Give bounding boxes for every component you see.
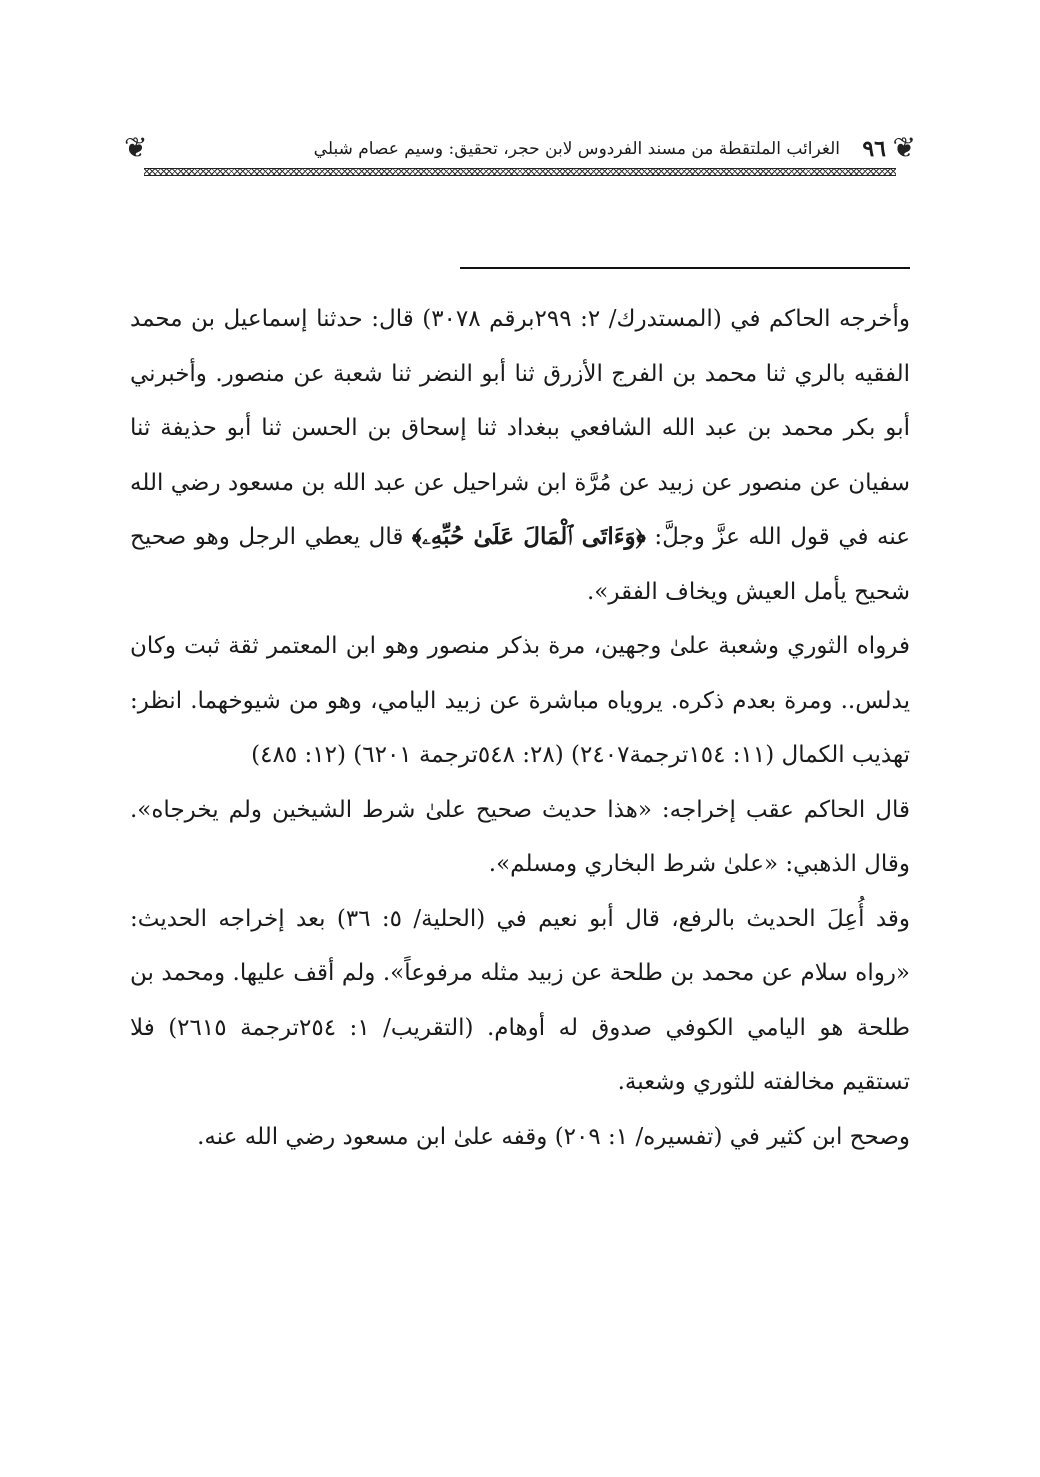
footnote-paragraph: قال الحاكم عقب إخراجه: «هذا حديث صحيح علىٰ شرط الشيخين ولم يخرجاه». وقال الذهبي: «علىٰ شرط البخاري ومسلم». (130, 796, 910, 877)
footnote-body (130, 292, 910, 1164)
page-number: ٩٦ (862, 136, 886, 162)
footnote-paragraph: وأخرجه الحاكم في (المستدرك/ ٢: ٢٩٩برقم ٣٠٧٨) قال: حدثنا إسماعيل بن محمد الفقيه بالري ثنا محمد بن الفرج الأزرق ثنا أبو النضر ثنا شعبة عن منصور. وأخبرني أبو بكر محمد بن عبد الله الشافعي ببغداد ثنا إسحاق بن الحسن ثنا أبو حذيفة ثنا سفيان عن منصور عن زبيد عن مُرَّة ابن شراحيل عن عبد الله بن مسعود رضي الله عنه في قول الله عزَّ وجلَّ: ﴿وَءَاتَى ٱلْمَالَ عَلَىٰ حُبِّهِۦ﴾ قال يعطي الرجل وهو صحيح شحيح يأمل العيش ويخاف الفقر». (130, 306, 911, 605)
footnote-separator (460, 267, 910, 269)
footnote-paragraph: فرواه الثوري وشعبة علىٰ وجهين، مرة بذكر منصور وهو ابن المعتمر ثقة ثبت وكان يدلس.. ومرة بعدم ذكره. يروياه مباشرة عن زبيد اليامي، وهو من شيوخهما. انظر: تهذيب الكمال (١١: ١٥٤ترجمة٢٤٠٧) (٢٨: ٥٤٨ترجمة ٦٢٠١) (١٢: ٤٨٥) (130, 633, 910, 768)
running-title: الغرائب الملتقطة من مسند الفردوس لابن حجر، تحقيق: وسيم عصام شبلي (313, 139, 840, 159)
quran-verse: ﴿وَءَاتَى ٱلْمَالَ عَلَىٰ حُبِّهِۦ﴾ (411, 523, 646, 550)
page-header (124, 130, 916, 180)
footnote-paragraph: وقد أُعِلَ الحديث بالرفع، قال أبو نعيم في (الحلية/ ٥: ٣٦) بعد إخراجه الحديث: «رواه سلام عن محمد بن طلحة عن زبيد مثله مرفوعاً». ولم أقف عليها. ومحمد بن طلحة هو اليامي الكوفي صدوق له أوهام. (التقريب/ ١: ٢٥٤ترجمة ٢٦١٥) فلا تستقيم مخالفته للثوري وشعبة. (130, 905, 911, 1095)
header-divider (144, 168, 896, 176)
ornament-icon: ❦ (124, 131, 148, 164)
footnote-paragraph: وصحح ابن كثير في (تفسيره/ ١: ٢٠٩) وقفه علىٰ ابن مسعود رضي الله عنه. (197, 1123, 910, 1150)
ornament-icon: ❦ (892, 131, 916, 164)
